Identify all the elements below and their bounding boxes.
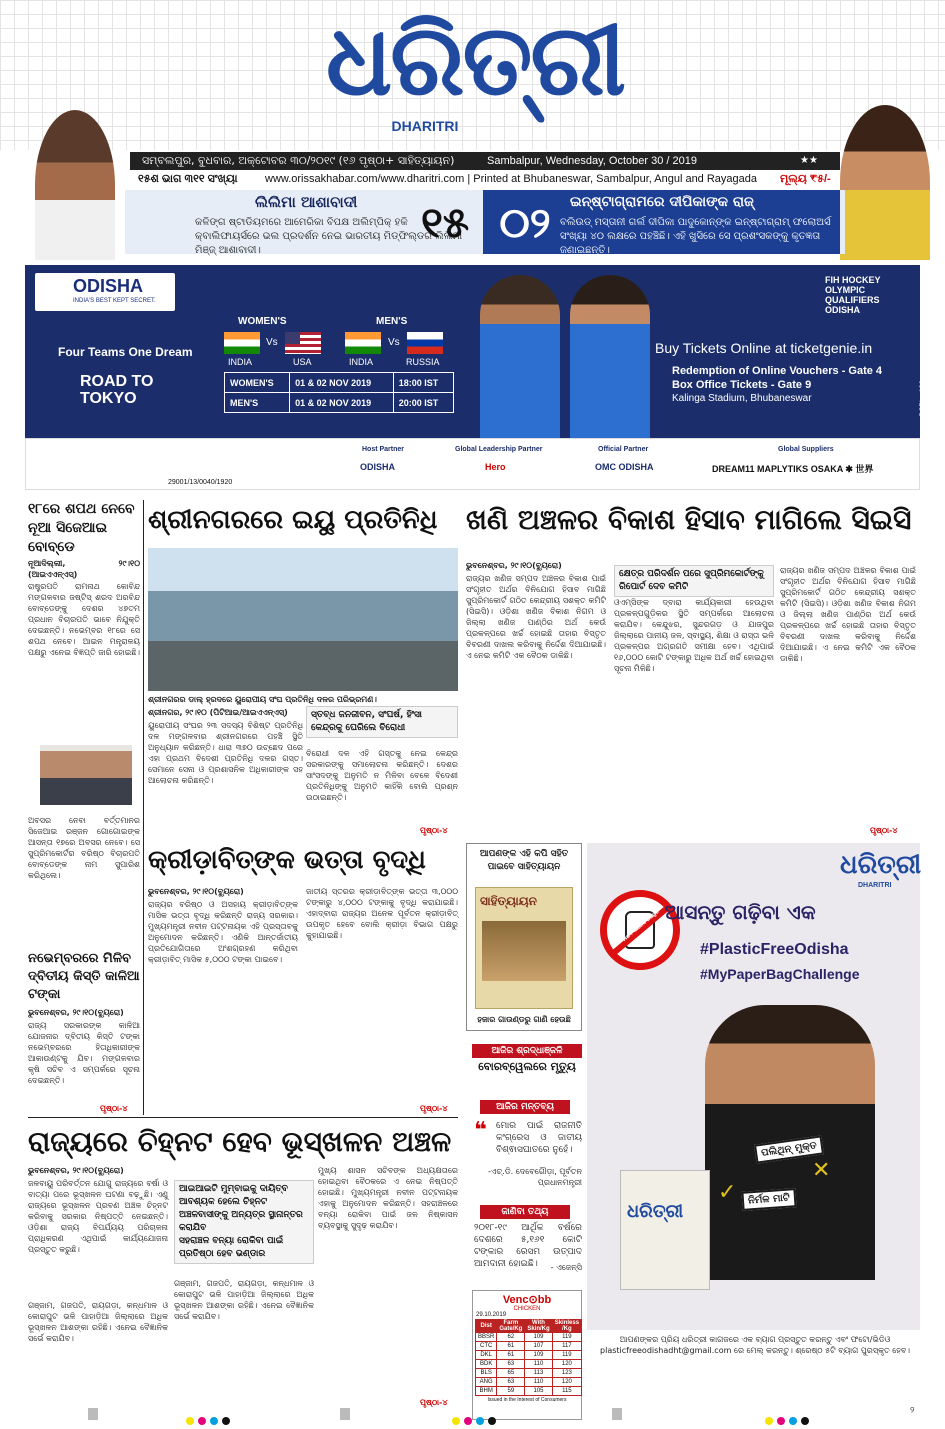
hashtag-plastic-free[interactable]: #PlasticFreeOdisha (700, 941, 849, 958)
dateline-bar (130, 152, 840, 170)
tshirt-sticker-2: ନିର୍ମଳ ମାଟି (741, 1188, 796, 1211)
tshirt-sticker-1: ପଲିଥିନ୍ ମୁକ୍ତ (754, 1135, 824, 1163)
rate-cell: 61 (497, 1351, 525, 1360)
odisha-logo-text: ODISHA (73, 276, 144, 296)
rate-cell: 62 (497, 1333, 525, 1342)
obituary-text[interactable]: ବୋରବ୍ୱେଲରେ ମୃତ୍ୟୁ (478, 1060, 576, 1073)
price: ମୂଲ୍ୟ ₹୫/- (780, 173, 831, 185)
player-photo-women (570, 275, 650, 438)
dateline-kalia: ଭୁବନେଶ୍ବର, ୨୯।୧୦(ବ୍ୟୁରୋ) (28, 1008, 124, 1017)
masthead-photo-deepika (840, 105, 930, 260)
rate-cell: DKL (476, 1351, 497, 1360)
buy-tickets-text[interactable]: Buy Tickets Online at ticketgenie.in (655, 340, 873, 356)
tokyo-text: TOKYO (80, 390, 137, 407)
page-number: ୨ (910, 1406, 915, 1416)
magazine-cover-photo (482, 921, 566, 981)
teaser-left-page: ୧୫ (420, 198, 470, 247)
vs-text: Vs (388, 337, 400, 348)
website-line: www.orissakhabar.com/www.dharitri.com | Printed at Bhubaneswar, Sambalpur, Angul and Rayagada (265, 173, 758, 185)
no-bag-text: No Plastic Bags (621, 909, 661, 943)
bullet-item: ଆବଶ୍ୟକ ହେଲେ ଚିହ୍ନଟ ଅଞ୍ଚଳବାସୀଙ୍କୁ ଅନ୍ୟତ୍ର ସ୍ଥାନାନ୍ତର କରାଯିବ (179, 1197, 303, 1233)
dateline-srinagar: ଶ୍ରୀନଗର, ୨୯।୧୦ (ପିଟିଆଇ/ଆଇଏଏନ୍‌ଏସ୍) (148, 708, 288, 717)
teaser-right-page: ୦୨ (499, 198, 551, 247)
newspaper-logo-en: DHARITRI (391, 118, 459, 134)
headline-landslide[interactable]: ରାଜ୍ୟରେ ଚିହ୍ନଟ ହେବ ଭୂସ୍ଖଳନ ଅଞ୍ଚଳ (28, 1125, 452, 1158)
rate-header: Skinless /Kg (552, 1320, 581, 1333)
check-icon: ✓ (718, 1180, 737, 1205)
print-mark (340, 1408, 350, 1420)
venue: Kalinga Stadium, Bhubaneswar (672, 393, 812, 404)
ticket-info (672, 364, 897, 406)
rate-cell: 109 (525, 1333, 552, 1342)
paper-bag (620, 1170, 710, 1290)
masthead-photo-lilima (35, 110, 115, 260)
rate-cell: 65 (497, 1369, 525, 1378)
team-name: INDIA (228, 357, 253, 367)
body-cec-3: ରାଜ୍ୟର ଖଣିଜ ସମ୍ପଦ ଅଞ୍ଚଳର ବିକାଶ ପାଇଁ ସଂଗୃହୀତ ଅର୍ଥର ବିନିଯୋଗ ହିସାବ ମାଗିଛି ସୁପ୍ରିମକୋର୍ଟ ଗଠିତ କେନ୍ଦ୍ରୀୟ ସଶକ୍ତ କମିଟି (ସିଇସି)। ଓଡ଼ିଶା ଖଣିଜ ବିକାଶ ନିଗମ ଓ ଜିଲ୍ଲା ଖଣିଜ ପାଣ୍ଠିର ଅର୍ଥ କେଉଁ ପ୍ରକଳ୍ପରେ ଖର୍ଚ୍ଚ ହୋଇଛି ତାହାର ବିସ୍ତୃତ ବିବରଣୀ ଦାଖଲ କରିବାକୁ ନିର୍ଦ୍ଦେଶ ଦିଆଯାଇଛି। ଏ ନେଇ କମିଟି ଏକ ବୈଠକ ଡାକିଛି। (780, 566, 916, 663)
ad-footer-text: ଆପଣଙ୍କର ପ୍ରିୟ ଧରିତ୍ରୀ କାଗଜରେ ଏକ ବ୍ୟାଗ ପ୍ରସ୍ତୁତ କରନ୍ତୁ ଏବଂ ଫଟୋ/ଭିଡିଓ plasticfreeodishadht@gmail.com ରେ ମେଲ୍ କରନ୍ତୁ। ଶ୍ରେଷ୍ଠ ୫ଟି ବ୍ୟାଗ ପୁରସ୍କୃତ ହେବ। (600, 1335, 910, 1355)
dateline-odia: ସମ୍ବଲପୁର, ବୁଧବାର, ଅକ୍ଟୋବର ୩୦/୨୦୧୯ (୧୬ ପୃଷ୍ଠା+ ସାହିତ୍ୟାୟନ) (142, 154, 455, 167)
vs-text: Vs (266, 337, 278, 348)
fact-text: ୨୦୧୮-୧୯ ଆର୍ଥିକ ବର୍ଷରେ ଦେଶରେ ୫,୧୬୧ କୋଟି ଟଙ୍କାର ରେସମ ଉତ୍ପାଦ ଆମଦାନୀ ହୋଇଛି। (474, 1223, 582, 1269)
quote-text: ମୋର ପାଇଁ ରାଜନୀତି କଂଗ୍ରେସ ଓ ଜାତୀୟ ବିଶ୍ଵାସଘାତରେ ନୁହେଁ। (496, 1121, 582, 1155)
photo-caption: ଶ୍ରୀନଗରର ଡାଲ୍ ହ୍ରଦରେ ୟୁରୋପୀୟ ସଂଘ ପ୍ରତିନିଧି ଦଳର ପରିଭ୍ରମଣ। (148, 695, 377, 704)
rate-row (476, 1360, 582, 1369)
bullet-box-eu (306, 706, 458, 738)
headline-kalia[interactable]: ନଭେମ୍ବରରେ ମିଳିବ ଦ୍ବିତୀୟ କିସ୍ତି କାଳିଆ ଟଙ୍କା (28, 951, 140, 1002)
registration-marks (765, 1410, 813, 1429)
mens-header: MEN'S (376, 316, 408, 327)
schedule-label: WOMEN'S (225, 373, 290, 393)
photo-srinagar (148, 548, 458, 691)
issue-number: ୧୫ଶ ଭାଗ ୩୧୧ ସଂଖ୍ୟା (138, 173, 238, 185)
rate-note: Issued in the Interest of Consumers (487, 1397, 567, 1403)
road-to-tokyo-logo (80, 373, 170, 407)
voucher-gate: Redemption of Online Vouchers - Gate 4 (672, 365, 883, 377)
rate-cell: BBSR (476, 1333, 497, 1342)
official-partner-label: Official Partner (598, 446, 649, 453)
rate-cell: 63 (497, 1378, 525, 1387)
ad-title: ଆସନ୍ତୁ ଗଢ଼ିବା ଏକ (665, 900, 816, 924)
bullet-item: ଆଇଆଇଟି ମୁମ୍ବାଇକୁ ଦାୟିତ୍ବ (179, 1184, 288, 1194)
bullet-item: ସ୍ତବ୍ଧ ଜନଜୀବନ, ସଂଘର୍ଷ, ହିଂସା (311, 710, 422, 720)
rate-date: 29.10.2019 (476, 1312, 507, 1318)
suppliers-label: Global Suppliers (778, 446, 834, 453)
schedule-time: 20:00 IST (393, 393, 453, 413)
body-landslide-1b: ଗଞ୍ଜାମ, ଗଜପତି, ରାୟଗଡ଼ା, କନ୍ଧମାଳ ଓ କୋରାପୁଟ ଭଳି ପାହାଡ଼ିଆ ଜିଲ୍ଲାରେ ଅଧିକ ଭୂସ୍ଖଳନ ଆଶଙ୍କା ରହିଛି। ଏନେଇ ବୈଜ୍ଞାନିକ ସର୍ଭେ କରାଯିବ। (28, 1301, 168, 1343)
india-flag-icon (345, 332, 381, 354)
dateline-english: Sambalpur, Wednesday, October 30 / 2019 (487, 155, 697, 167)
odisha-tourism-logo (35, 273, 175, 311)
rate-header: Dist (476, 1320, 497, 1333)
rate-cell: 110 (525, 1360, 552, 1369)
registration-marks (186, 1410, 234, 1429)
match-schedule (224, 372, 454, 413)
bullet-box-landslide (174, 1180, 314, 1264)
rate-cell: 63 (497, 1360, 525, 1369)
body-landslide-1: ଜଳବାୟୁ ପରିବର୍ତ୍ତନ ଯୋଗୁ ରାଜ୍ୟରେ ବର୍ଷା ଓ ବାତ୍ୟା ପରେ ଭୂସ୍ଖଳନ ଘଟଣା ବଢ଼ୁଛି। ଏଣୁ ରାଜ୍ୟରେ ଭୂସ୍ଖଳନ ପ୍ରବଣ ଅଞ୍ଚଳ ଚିହ୍ନଟ କରିବାକୁ ସରକାର ନିଷ୍ପତ୍ତି ନେଇଛନ୍ତି। ଓଡ଼ିଶା ରାଜ୍ୟ ବିପର୍ଯ୍ୟୟ ପରିଚାଳନା ପ୍ରାଧିକରଣ ଏଥିପାଇଁ କାର୍ଯ୍ୟଯୋଜନା ପ୍ରସ୍ତୁତ କରୁଛି। (28, 1179, 168, 1254)
quote-tag: ଆଜିର ମନ୍ତବ୍ୟ (480, 1100, 570, 1114)
team-name: INDIA (349, 357, 374, 367)
headline-cji[interactable]: ୧୮ରେ ଶପଥ ନେବେ ନୂଆ ସିଜେଆଇ ବୋବ୍‌ଡେ (28, 501, 135, 555)
rate-cell: BHM (476, 1387, 497, 1396)
rate-cell: 107 (525, 1342, 552, 1351)
print-mark (88, 1408, 98, 1420)
rate-cell: 109 (525, 1351, 552, 1360)
body-eu-1: ୟୁରୋପୀୟ ସଂଘର ୨୩ ସଦସ୍ୟ ବିଶିଷ୍ଟ ପ୍ରତିନିଧି ଦଳ ମଙ୍ଗଳବାର ଶ୍ରୀନଗରରେ ପହଞ୍ଚି ସ୍ଥିତି ଅନୁଧ୍ୟାନ କରିଛନ୍ତି। ଧାରା ୩୭୦ ଉଚ୍ଛେଦ ପରେ ଏହା ପ୍ରଥମ ବିଦେଶୀ ପ୍ରତିନିଧି ଦଳର ଗସ୍ତ। ସେମାନେ ସେନା ଓ ପ୍ରଶାସନିକ ଅଧିକାରୀଙ୍କ ସହ ଆଲୋଚନା କରିଛନ୍ତି। (148, 721, 303, 785)
rate-table (475, 1319, 582, 1396)
body-eu-2: ବିରୋଧୀ ଦଳ ଏହି ଗସ୍ତକୁ ନେଇ କେନ୍ଦ୍ର ସରକାରଙ୍କୁ ସମାଲୋଚନା କରିଛନ୍ତି। ଦେଶର ସାଂସଦଙ୍କୁ ଅନୁମତି ନ ମିଳିବା ବେଳେ ବିଦେଶୀ ପ୍ରତିନିଧିଙ୍କୁ ଅନୁମତି କାହିଁକି ବୋଲି ପ୍ରଶ୍ନ ଉଠାଇଛନ୍ତି। (306, 749, 458, 802)
rate-row (476, 1387, 582, 1396)
section-rule (28, 1117, 458, 1118)
sahityayana-title: ଆପଣଙ୍କ ଏହି କପି ସହିତ ପାଇବେ ସାହିତ୍ୟାୟନ (479, 849, 569, 872)
host-partner-label: Host Partner (362, 446, 405, 453)
obituary-tag: ଆଜିର ଶ୍ରଦ୍ଧାଞ୍ଜଳି (472, 1044, 582, 1058)
rate-row (476, 1378, 582, 1387)
rate-cell: 115 (552, 1387, 581, 1396)
continued-link[interactable]: ପୃଷ୍ଠା-୪ (420, 1398, 448, 1407)
body-cec-2: ଓଏମ୍‌ସିଙ୍କ ଦ୍ବାରା କାର୍ଯ୍ୟକାରୀ ହେଉଥିବା ପ୍ରକଳ୍ପଗୁଡ଼ିକର ସ୍ଥିତି ସମ୍ପର୍କରେ ଆଲୋଚନା କରାଯିବ। କେନ୍ଦୁଝର, ସୁନ୍ଦରଗଡ଼ ଓ ଯାଜପୁର ଜିଲ୍ଲାରେ ପାନୀୟ ଜଳ, ସ୍ବାସ୍ଥ୍ୟ, ଶିକ୍ଷା ଓ ରାସ୍ତା ଭଳି ପ୍ରକଳ୍ପର ଅଗ୍ରଗତି ସମୀକ୍ଷା ହେବ। ଏଥିପାଇଁ ୧୬,୦୦୦ କୋଟି ଟଙ୍କାରୁ ଅଧିକ ଅର୍ଥ ଖର୍ଚ୍ଚ ହୋଇଥିବା ସୂଚନା ମିଳିଛି। (614, 598, 774, 673)
rate-cell: 105 (525, 1387, 552, 1396)
subline (130, 171, 840, 187)
team-name: USA (293, 357, 312, 367)
bullet-box-cec (614, 565, 774, 597)
ad-dharitri-logo-en: DHARITRI (858, 882, 892, 889)
rate-brand: Venc⊙bb (502, 1294, 552, 1306)
india-flag-icon (224, 332, 260, 354)
bullet-item: କ୍ଷେତ୍ର ପରିଦର୍ଶନ ପରେ ସୁପ୍ରିମକୋର୍ଟଙ୍କୁ ରିପୋର୍ଟ ଦେବ କମିଟି (619, 569, 764, 592)
teaser-left-title[interactable]: ଲିଲିମା ଆଶାବାଦୀ (255, 193, 358, 211)
body-cji: ରାଷ୍ଟ୍ରପତି ରାମନାଥ କୋବିନ୍ଦ ମଙ୍ଗଳବାର ଜଷ୍ଟିସ୍ ଶରଦ ଅରବିନ୍ଦ ବୋବ୍‌ଡେଙ୍କୁ ଦେଶର ୪୭ତମ ପ୍ରଧାନ ବିଚାରପତି ଭାବେ ନିଯୁକ୍ତି ଦେଇଛନ୍ତି। ନଭେମ୍ବର ୧୮ରେ ସେ ଶପଥ ନେବେ। ଆଇନ ମନ୍ତ୍ରାଳୟ ପକ୍ଷରୁ ଏନେଇ ବିଜ୍ଞପ୍ତି ଜାରି ହୋଇଛି। (28, 582, 140, 657)
russia-flag-icon (407, 332, 443, 354)
box-office-gate: Box Office Tickets - Gate 9 (672, 379, 812, 391)
body-cji-2: ଅବସର ନେବା ବର୍ତ୍ତମାନର ସିଜେଆଇ ରଞ୍ଜନ ଗୋଗୋଇଙ୍କ ଆସନ୍ତା ୧୭ରେ ଅବସର ନେବେ। ସେ ସୁପ୍ରିମକୋର୍ଟର ବରିଷ୍ଠ ବିଚାରପତି ବୋବ୍‌ଡେଙ୍କ ନାମ ସୁପାରିଶ କରିଥିଲେ। (28, 816, 140, 880)
odisha-logo-sub: INDIA'S BEST KEPT SECRET. (73, 298, 156, 304)
headline-eu-delegation[interactable]: ଶ୍ରୀନଗରରେ ଇୟୁ ପ୍ରତିନିଧି (148, 505, 438, 535)
fact-tag: ଜାଣିବା ତଥ୍ୟ (480, 1205, 570, 1219)
road-text: ROAD TO (80, 373, 154, 390)
rate-cell: 61 (497, 1342, 525, 1351)
bullet-item: ସହରାଞ୍ଚଳ ବନ୍ୟା ରୋକିବା ପାଇଁ ପ୍ରତିଷ୍ଠା ହେବ ଭଣ୍ଡାର (179, 1236, 284, 1259)
rate-header: Farm Gate/Kg (497, 1320, 525, 1333)
body-sports-2: ଜାତୀୟ ସ୍ତରର କ୍ରୀଡ଼ାବିତ୍‌ଙ୍କ ଭତ୍ତା ୩,୦୦୦ ଟଙ୍କାରୁ ୪,୦୦୦ ଟଙ୍କାକୁ ବୃଦ୍ଧି କରାଯାଇଛି। ଏହାଦ୍ବାରା ରାଜ୍ୟର ଅନେକ ପୂର୍ବତନ କ୍ରୀଡ଼ାବିତ୍ ଉପକୃତ ହେବେ ବୋଲି କ୍ରୀଡ଼ା ବିଭାଗ ପକ୍ଷରୁ କୁହାଯାଇଛି। (306, 887, 458, 940)
teaser-right-title[interactable]: ଇନ୍‌ଷ୍ଟାଗ୍ରାମରେ ଦୀପିକାଙ୍କ ରାଜ୍ (570, 194, 754, 210)
hero-logo: Hero (485, 462, 506, 472)
body-cec-1: ରାଜ୍ୟର ଖଣିଜ ସମ୍ପଦ ଅଞ୍ଚଳର ବିକାଶ ପାଇଁ ସଂଗୃହୀତ ଅର୍ଥର ବିନିଯୋଗ ହିସାବ ମାଗିଛି ସୁପ୍ରିମକୋର୍ଟ ଗଠିତ କେନ୍ଦ୍ରୀୟ ସଶକ୍ତ କମିଟି (ସିଇସି)। ଓଡ଼ିଶା ଖଣିଜ ବିକାଶ ନିଗମ ଓ ଜିଲ୍ଲା ଖଣିଜ ପାଣ୍ଠିର ଅର୍ଥ କେଉଁ ପ୍ରକଳ୍ପରେ ଖର୍ଚ୍ଚ ହୋଇଛି ତାହାର ବିସ୍ତୃତ ବିବରଣୀ ଦାଖଲ କରିବାକୁ ନିର୍ଦ୍ଦେଶ ଦିଆଯାଇଛି। ଏ ନେଇ କମିଟି ଏକ ବୈଠକ ଡାକିଛି। (466, 574, 606, 660)
usa-flag-icon (285, 332, 321, 354)
dateline-landslide: ଭୁବନେଶ୍ବର, ୨୯।୧୦(ବ୍ୟୁରୋ) (28, 1166, 124, 1175)
rate-cell: 117 (552, 1342, 581, 1351)
registration-marks (452, 1410, 500, 1429)
schedule-row (225, 393, 454, 413)
rate-cell: 120 (552, 1378, 581, 1387)
dateline-cji: ନୂଆଦିଲ୍ଲୀ, ୨୯।୧୦ (ଆଇଏଏନ୍‌ଏସ୍) (28, 559, 140, 579)
rate-cell: BLS (476, 1369, 497, 1378)
body-sports-1: ରାଜ୍ୟର ବରିଷ୍ଠ ଓ ଅସହାୟ କ୍ରୀଡ଼ାବିତ୍‌ଙ୍କ ମାସିକ ଭତ୍ତା ବୃଦ୍ଧି କରିଛନ୍ତି ରାଜ୍ୟ ସରକାର। ମୁଖ୍ୟମନ୍ତ୍ରୀ ନବୀନ ପଟ୍ଟନାୟକ ଏହି ପ୍ରସ୍ତାବକୁ ଅନୁମୋଦନ କରିଛନ୍ତି। ଏଣିକି ଆନ୍ତର୍ଜାତୀୟ ପ୍ରତିଯୋଗିତାରେ ଅଂଶଗ୍ରହଣ କରିଥିବା କ୍ରୀଡ଼ାବିତ୍ ମାସିକ ୫,୦୦୦ ଟଙ୍କା ପାଇବେ। (148, 900, 298, 964)
teaser-left-text: କଳିଙ୍ଗ ଷ୍ଟାଡିୟମରେ ଆମେରିକା ବିପକ୍ଷ ଅଲିମ୍ପିକ୍ ହକି କ୍ବାଲିଫାୟର୍ସରେ ଭଲ ପ୍ରଦର୍ଶନ ନେଇ ଭାରତୀୟ ମିଡ୍‌ଫିଲ୍ଡର ଲିଲିମା ମିଞ୍ଜ୍ ଆଶାବାଦୀ। (195, 217, 463, 256)
ad-code: 29001/13/0040/1920 (168, 479, 233, 486)
rate-cell: 110 (525, 1378, 552, 1387)
rate-cell: 119 (552, 1351, 581, 1360)
sahityayana-magazine (475, 887, 573, 1009)
print-mark (612, 1408, 622, 1420)
newspaper-logo: ଧରିତ୍ରୀ (325, 4, 625, 118)
schedule-label: MEN'S (225, 393, 290, 413)
headline-sports-allowance[interactable]: କ୍ରୀଡ଼ାବିତ୍‌ଙ୍କ ଭତ୍ତା ବୃଦ୍ଧି (148, 845, 426, 875)
dateline-cec: ଭୁବନେଶ୍ବର, ୨୯।୧୦(ବ୍ୟୁରୋ) (466, 561, 562, 570)
dspl-code: DSPL - 126 (919, 380, 927, 417)
body-landslide-3: ମୁଖ୍ୟ ଶାସନ ସଚିବଙ୍କ ଅଧ୍ୟକ୍ଷତାରେ ହୋଇଥିବା ବୈଠକରେ ଏ ନେଇ ନିଷ୍ପତ୍ତି ହୋଇଛି। ମୁଖ୍ୟମନ୍ତ୍ରୀ ନବୀନ ପଟ୍ଟନାୟକ ଏହାକୁ ଅନୁମୋଦନ କରିଛନ୍ତି। ସହରାଞ୍ଚଳରେ ବନ୍ୟା ରୋକିବା ପାଇଁ ଜଳ ନିଷ୍କାସନ ବ୍ୟବସ୍ଥାକୁ ସୁଦୃଢ଼ କରାଯିବ। (318, 1166, 458, 1230)
rate-row (476, 1369, 582, 1378)
headline-cec[interactable]: ଖଣି ଅଞ୍ଚଳର ବିକାଶ ହିସାବ ମାଗିଲେ ସିଇସି (466, 503, 912, 536)
continued-link[interactable]: ପୃଷ୍ଠା-୪ (100, 1104, 128, 1113)
edition-stars: ★★ (800, 155, 818, 166)
rate-cell: 119 (552, 1333, 581, 1342)
chicken-rate-box (472, 1290, 582, 1420)
column-rule (143, 500, 144, 1115)
rate-cell: 113 (525, 1369, 552, 1378)
womens-header: WOMEN'S (238, 316, 287, 327)
bullet-item: କେନ୍ଦ୍ରକୁ ଘେରିଲେ ବିରୋଧୀ (311, 723, 406, 733)
rate-row (476, 1333, 582, 1342)
rate-cell: BDK (476, 1360, 497, 1369)
team-name: RUSSIA (406, 357, 440, 367)
rate-cell: ANG (476, 1378, 497, 1387)
rate-cell: CTC (476, 1342, 497, 1351)
schedule-dates: 01 & 02 NOV 2019 (290, 393, 394, 413)
rate-cell: 123 (552, 1369, 581, 1378)
official-partners: OMC ODISHA (595, 462, 654, 472)
continued-link[interactable]: ପୃଷ୍ଠା-୪ (420, 826, 448, 835)
rate-cell: 59 (497, 1387, 525, 1396)
rate-header: With Skin/Kg (525, 1320, 552, 1333)
schedule-row (225, 373, 454, 393)
fih-qualifiers-logo: FIH HOCKEY OLYMPIC QUALIFIERS ODISHA (825, 275, 881, 315)
rate-row (476, 1342, 582, 1351)
quote-icon: ❝ (474, 1118, 487, 1143)
hashtag-paper-bag[interactable]: #MyPaperBagChallenge (700, 966, 860, 982)
photo-bobde (40, 745, 132, 805)
rate-cell: 120 (552, 1360, 581, 1369)
dateline-sports: ଭୁବନେଶ୍ବର, ୨୯।୧୦(ବ୍ୟୁରୋ) (148, 887, 244, 896)
global-suppliers: DREAM11 MAPLYTIKS OSAKA ✱ 世界 (712, 464, 874, 474)
cross-icon: ✕ (812, 1158, 831, 1183)
magazine-title: ସାହିତ୍ୟାୟନ (480, 894, 537, 908)
teaser-right-text: ବଲିଉଡ୍ ମସ୍ତାନୀ ଗର୍ଲ ଦୀପିକା ପାଦୁକୋନ୍‌ଙ୍କ ଇନ୍‌ଷ୍ଟାଗ୍ରାମ୍ ଫଲୋଅର୍ସ ସଂଖ୍ୟା ୪୦ ଲକ୍ଷରେ ପହଞ୍ଚିଛି। ଏହି ଖୁସିରେ ସେ ପ୍ରଶଂସକଙ୍କୁ କୃତଜ୍ଞତା ଜଣାଇଛନ୍ତି। (560, 217, 831, 256)
continued-link[interactable]: ପୃଷ୍ଠା-୪ (870, 826, 898, 835)
ad-tagline: Four Teams One Dream (58, 345, 193, 359)
schedule-time: 18:00 IST (393, 373, 453, 393)
sahityayana-caption: ହଜାର ଗାଉଣ୍ଡରୁ ଗାଣି ହେଉଛି (477, 1015, 571, 1024)
fact-source: - ଏଜେନ୍ସି (550, 1263, 582, 1272)
host-partner: ODISHA (360, 462, 396, 472)
schedule-dates: 01 & 02 NOV 2019 (290, 373, 394, 393)
continued-link[interactable]: ପୃଷ୍ଠା-୪ (420, 1104, 448, 1113)
global-partner-label: Global Leadership Partner (455, 446, 543, 453)
quote-author: -ଏଚ୍.ଡି. ଦେବେଗୌଡ଼ା, ପୂର୍ବତନ ପ୍ରଧାନମନ୍ତ୍ରୀ (488, 1167, 582, 1187)
player-photo-men (480, 275, 560, 438)
paper-bag-logo: ଧରିତ୍ରୀ (627, 1201, 684, 1222)
body-kalia: ରାଜ୍ୟ ସରକାରଙ୍କ କାଳିଆ ଯୋଜନାର ଦ୍ବିତୀୟ କିସ୍ତି ଟଙ୍କା ନଭେମ୍ବରରେ ହିତାଧିକାରୀଙ୍କ ଆକାଉଣ୍ଟକୁ ଯିବ। ମଙ୍ଗଳବାର କୃଷି ସଚିବ ଏ ସମ୍ପର୍କରେ ସୂଚନା ଦେଇଛନ୍ତି। (28, 1021, 140, 1085)
rate-brand-sub: CHICKEN (513, 1306, 541, 1312)
body-landslide-2: ଗଞ୍ଜାମ, ଗଜପତି, ରାୟଗଡ଼ା, କନ୍ଧମାଳ ଓ କୋରାପୁଟ ଭଳି ପାହାଡ଼ିଆ ଜିଲ୍ଲାରେ ଅଧିକ ଭୂସ୍ଖଳନ ଆଶଙ୍କା ରହିଛି। ଏନେଇ ବୈଜ୍ଞାନିକ ସର୍ଭେ କରାଯିବ। (174, 1279, 314, 1321)
rate-row (476, 1351, 582, 1360)
ad-dharitri-logo: ଧରିତ୍ରୀ (840, 850, 922, 880)
